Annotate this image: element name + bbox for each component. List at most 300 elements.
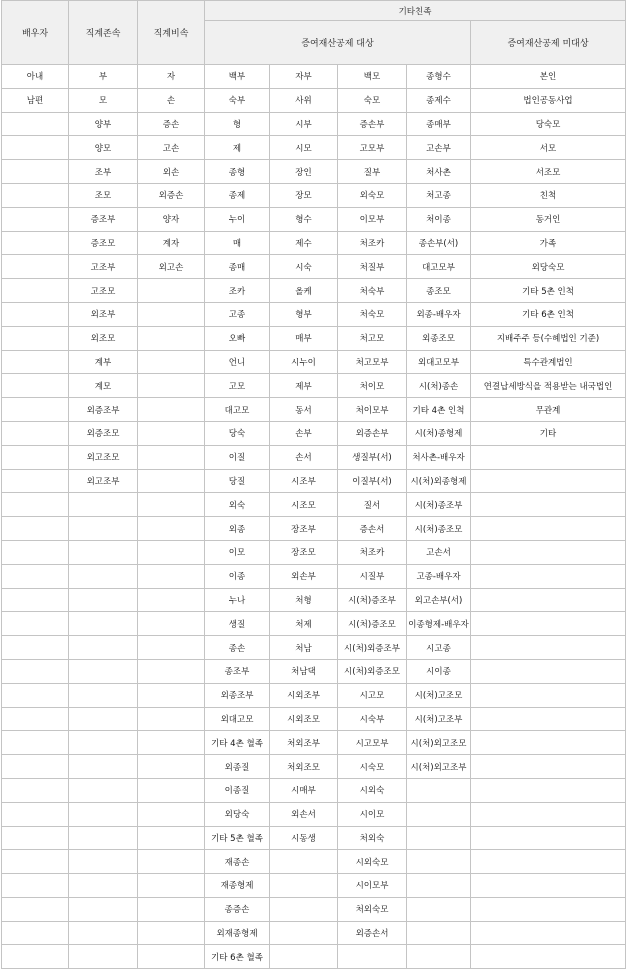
- cell-other-1: 종손: [205, 636, 270, 660]
- cell-other-4: [407, 945, 471, 969]
- cell-lineal-descendant: [138, 683, 205, 707]
- cell-other-4: 처사촌: [407, 160, 471, 184]
- cell-non-deduction: [471, 517, 626, 541]
- cell-non-deduction: 친척: [471, 183, 626, 207]
- cell-lineal-ascendant: [69, 540, 138, 564]
- cell-lineal-ascendant: [69, 612, 138, 636]
- cell-lineal-descendant: 손: [138, 88, 205, 112]
- cell-other-2: 장모: [270, 183, 338, 207]
- cell-lineal-descendant: [138, 517, 205, 541]
- cell-other-1: 형: [205, 112, 270, 136]
- cell-non-deduction: [471, 659, 626, 683]
- table-row: [2, 350, 626, 374]
- cell-non-deduction: 기타 6촌 인척: [471, 302, 626, 326]
- cell-lineal-ascendant: 조부: [69, 160, 138, 184]
- cell-non-deduction: [471, 850, 626, 874]
- cell-lineal-ascendant: [69, 874, 138, 898]
- cell-non-deduction: 서조모: [471, 160, 626, 184]
- cell-other-4: 시(처)종조모: [407, 517, 471, 541]
- table-row: [2, 850, 626, 874]
- cell-spouse: [2, 921, 69, 945]
- cell-lineal-ascendant: [69, 945, 138, 969]
- cell-other-3: 질부: [338, 160, 407, 184]
- cell-lineal-ascendant: [69, 636, 138, 660]
- cell-spouse: [2, 588, 69, 612]
- cell-non-deduction: [471, 612, 626, 636]
- cell-lineal-descendant: [138, 921, 205, 945]
- cell-non-deduction: [471, 636, 626, 660]
- cell-other-2: 시숙: [270, 255, 338, 279]
- cell-lineal-descendant: [138, 612, 205, 636]
- cell-lineal-descendant: [138, 755, 205, 779]
- cell-lineal-descendant: [138, 279, 205, 303]
- cell-other-4: 시(처)외종형제: [407, 469, 471, 493]
- table-row: [2, 921, 626, 945]
- cell-other-2: 동서: [270, 398, 338, 422]
- cell-non-deduction: 특수관계법인: [471, 350, 626, 374]
- cell-non-deduction: [471, 874, 626, 898]
- cell-other-4: 시이종: [407, 659, 471, 683]
- table-row: [2, 564, 626, 588]
- cell-lineal-descendant: [138, 731, 205, 755]
- cell-other-3: 처고모: [338, 326, 407, 350]
- cell-other-3: 숙모: [338, 88, 407, 112]
- cell-other-4: [407, 826, 471, 850]
- cell-other-3: 증손부: [338, 112, 407, 136]
- cell-other-4: 이종형제-배우자: [407, 612, 471, 636]
- cell-non-deduction: 연결납세방식을 적용받는 내국법인: [471, 374, 626, 398]
- cell-non-deduction: [471, 445, 626, 469]
- cell-lineal-descendant: [138, 897, 205, 921]
- table-row: [2, 945, 626, 969]
- cell-non-deduction: 무관계: [471, 398, 626, 422]
- cell-other-1: 조카: [205, 279, 270, 303]
- header-non-deduction-target: 증여재산공제 미대상: [471, 21, 626, 65]
- cell-lineal-ascendant: 양모: [69, 136, 138, 160]
- cell-lineal-ascendant: 외증조모: [69, 421, 138, 445]
- cell-lineal-descendant: [138, 421, 205, 445]
- cell-other-2: 시외조부: [270, 683, 338, 707]
- cell-lineal-descendant: 자: [138, 65, 205, 89]
- cell-spouse: [2, 540, 69, 564]
- cell-spouse: [2, 564, 69, 588]
- cell-spouse: [2, 636, 69, 660]
- cell-lineal-ascendant: 양부: [69, 112, 138, 136]
- cell-other-4: [407, 850, 471, 874]
- table-row: [2, 659, 626, 683]
- cell-spouse: [2, 231, 69, 255]
- cell-other-4: 처고종: [407, 183, 471, 207]
- cell-other-4: [407, 897, 471, 921]
- cell-other-1: 고종: [205, 302, 270, 326]
- table-row: [2, 517, 626, 541]
- cell-other-2: 처외조모: [270, 755, 338, 779]
- cell-other-1: 종형: [205, 160, 270, 184]
- cell-other-4: 고손부: [407, 136, 471, 160]
- cell-other-3: 외숙모: [338, 183, 407, 207]
- cell-spouse: [2, 517, 69, 541]
- cell-other-1: 외당숙: [205, 802, 270, 826]
- table-row: [2, 421, 626, 445]
- cell-other-1: 외재종형제: [205, 921, 270, 945]
- cell-other-3: 이모부: [338, 207, 407, 231]
- cell-non-deduction: [471, 540, 626, 564]
- cell-lineal-descendant: [138, 826, 205, 850]
- cell-other-2: 장조모: [270, 540, 338, 564]
- cell-other-2: 시모: [270, 136, 338, 160]
- cell-lineal-ascendant: 부: [69, 65, 138, 89]
- cell-other-4: 처이종: [407, 207, 471, 231]
- cell-other-3: 질서: [338, 493, 407, 517]
- cell-other-1: 종증손: [205, 897, 270, 921]
- cell-other-2: 시부: [270, 112, 338, 136]
- cell-lineal-ascendant: [69, 659, 138, 683]
- header-deduction-target: 증여재산공제 대상: [205, 21, 471, 65]
- cell-lineal-descendant: 외손: [138, 160, 205, 184]
- cell-other-4: 처사촌-배우자: [407, 445, 471, 469]
- cell-spouse: [2, 302, 69, 326]
- cell-other-4: [407, 921, 471, 945]
- cell-other-2: 제수: [270, 231, 338, 255]
- cell-lineal-descendant: 외고손: [138, 255, 205, 279]
- cell-other-4: 외대고모부: [407, 350, 471, 374]
- cell-other-4: 시(처)종형제: [407, 421, 471, 445]
- cell-other-3: 처조카: [338, 231, 407, 255]
- cell-lineal-ascendant: 모: [69, 88, 138, 112]
- cell-other-2: 장인: [270, 160, 338, 184]
- cell-other-2: 외손서: [270, 802, 338, 826]
- cell-other-4: 시(처)종손: [407, 374, 471, 398]
- cell-lineal-ascendant: [69, 683, 138, 707]
- cell-other-4: 종매부: [407, 112, 471, 136]
- cell-lineal-ascendant: [69, 850, 138, 874]
- cell-other-2: [270, 921, 338, 945]
- cell-lineal-ascendant: [69, 802, 138, 826]
- table-row: [2, 65, 626, 89]
- cell-other-2: 사위: [270, 88, 338, 112]
- cell-non-deduction: [471, 469, 626, 493]
- cell-other-1: 종제: [205, 183, 270, 207]
- cell-other-2: 처남: [270, 636, 338, 660]
- cell-other-1: 당질: [205, 469, 270, 493]
- table-row: [2, 755, 626, 779]
- cell-lineal-descendant: [138, 707, 205, 731]
- cell-other-3: 처조카: [338, 540, 407, 564]
- cell-other-2: 처외조부: [270, 731, 338, 755]
- cell-other-1: 이종질: [205, 778, 270, 802]
- cell-non-deduction: 가족: [471, 231, 626, 255]
- cell-non-deduction: [471, 945, 626, 969]
- cell-other-2: 장조부: [270, 517, 338, 541]
- relatives-table: [1, 0, 626, 969]
- table-row: [2, 279, 626, 303]
- cell-spouse: [2, 445, 69, 469]
- cell-non-deduction: [471, 564, 626, 588]
- cell-lineal-ascendant: 외조모: [69, 326, 138, 350]
- cell-lineal-descendant: [138, 874, 205, 898]
- cell-other-1: 기타 6촌 혈족: [205, 945, 270, 969]
- cell-spouse: [2, 659, 69, 683]
- cell-spouse: [2, 493, 69, 517]
- table-row: [2, 588, 626, 612]
- cell-spouse: [2, 897, 69, 921]
- table-row: [2, 160, 626, 184]
- cell-other-3: 증손서: [338, 517, 407, 541]
- cell-lineal-descendant: [138, 659, 205, 683]
- cell-other-4: [407, 778, 471, 802]
- cell-other-1: 백부: [205, 65, 270, 89]
- cell-other-3: 시고모: [338, 683, 407, 707]
- cell-spouse: [2, 778, 69, 802]
- cell-lineal-ascendant: [69, 564, 138, 588]
- cell-spouse: [2, 755, 69, 779]
- cell-lineal-descendant: 계자: [138, 231, 205, 255]
- table-row: [2, 469, 626, 493]
- cell-spouse: [2, 207, 69, 231]
- cell-spouse: [2, 374, 69, 398]
- cell-other-3: 시(처)외증조모: [338, 659, 407, 683]
- cell-other-2: 손서: [270, 445, 338, 469]
- cell-spouse: [2, 850, 69, 874]
- table-body: [2, 65, 626, 969]
- cell-other-2: 올케: [270, 279, 338, 303]
- cell-non-deduction: 동거인: [471, 207, 626, 231]
- table-row: [2, 302, 626, 326]
- cell-other-1: 이모: [205, 540, 270, 564]
- cell-lineal-ascendant: [69, 517, 138, 541]
- cell-other-2: [270, 945, 338, 969]
- cell-spouse: [2, 326, 69, 350]
- cell-other-1: 대고모: [205, 398, 270, 422]
- table-row: [2, 707, 626, 731]
- cell-other-1: 외대고모: [205, 707, 270, 731]
- cell-other-4: 종조모: [407, 279, 471, 303]
- cell-spouse: [2, 469, 69, 493]
- cell-other-2: 시외조모: [270, 707, 338, 731]
- cell-lineal-descendant: [138, 445, 205, 469]
- cell-lineal-descendant: [138, 778, 205, 802]
- table-row: [2, 112, 626, 136]
- cell-non-deduction: [471, 683, 626, 707]
- cell-spouse: 남편: [2, 88, 69, 112]
- cell-lineal-ascendant: 외고조모: [69, 445, 138, 469]
- cell-other-4: 외고손부(서): [407, 588, 471, 612]
- table-row: [2, 326, 626, 350]
- cell-lineal-ascendant: [69, 921, 138, 945]
- cell-other-3: [338, 945, 407, 969]
- cell-other-3: 이질부(서): [338, 469, 407, 493]
- cell-other-1: 고모: [205, 374, 270, 398]
- cell-spouse: [2, 183, 69, 207]
- cell-other-4: 종형수: [407, 65, 471, 89]
- cell-other-3: 처고모부: [338, 350, 407, 374]
- cell-lineal-ascendant: [69, 731, 138, 755]
- cell-other-3: 시외숙: [338, 778, 407, 802]
- table-row: [2, 731, 626, 755]
- cell-lineal-descendant: [138, 636, 205, 660]
- cell-other-1: 언니: [205, 350, 270, 374]
- cell-other-3: 시외숙모: [338, 850, 407, 874]
- cell-lineal-ascendant: 외고조부: [69, 469, 138, 493]
- cell-other-3: 처외숙: [338, 826, 407, 850]
- cell-non-deduction: 당숙모: [471, 112, 626, 136]
- table-row: [2, 826, 626, 850]
- table-row: [2, 183, 626, 207]
- cell-lineal-ascendant: 외증조부: [69, 398, 138, 422]
- cell-lineal-ascendant: [69, 707, 138, 731]
- header-spouse: 배우자: [2, 1, 69, 65]
- cell-non-deduction: 본인: [471, 65, 626, 89]
- table-row: [2, 636, 626, 660]
- cell-lineal-ascendant: 계모: [69, 374, 138, 398]
- cell-other-4: 시(처)외고조부: [407, 755, 471, 779]
- cell-lineal-ascendant: [69, 778, 138, 802]
- table-row: [2, 897, 626, 921]
- cell-spouse: [2, 683, 69, 707]
- cell-non-deduction: [471, 707, 626, 731]
- cell-other-3: 시(처)증조모: [338, 612, 407, 636]
- cell-other-2: 형수: [270, 207, 338, 231]
- cell-other-2: 외손부: [270, 564, 338, 588]
- cell-other-4: 고손서: [407, 540, 471, 564]
- cell-other-3: 처외숙모: [338, 897, 407, 921]
- cell-other-4: 시(처)외고조모: [407, 731, 471, 755]
- cell-spouse: [2, 350, 69, 374]
- cell-lineal-ascendant: [69, 826, 138, 850]
- cell-other-4: 종손부(서): [407, 231, 471, 255]
- cell-other-1: 숙부: [205, 88, 270, 112]
- cell-non-deduction: 기타 5촌 인척: [471, 279, 626, 303]
- table-row: [2, 136, 626, 160]
- cell-other-1: 재종형제: [205, 874, 270, 898]
- cell-non-deduction: [471, 921, 626, 945]
- cell-other-1: 기타 5촌 혈족: [205, 826, 270, 850]
- cell-lineal-descendant: [138, 374, 205, 398]
- cell-spouse: [2, 945, 69, 969]
- cell-other-3: 처이모: [338, 374, 407, 398]
- table-row: [2, 612, 626, 636]
- cell-other-4: 기타 4촌 인척: [407, 398, 471, 422]
- cell-lineal-ascendant: [69, 755, 138, 779]
- cell-lineal-descendant: [138, 850, 205, 874]
- cell-other-3: 시(처)증조부: [338, 588, 407, 612]
- cell-other-4: [407, 874, 471, 898]
- cell-other-1: 당숙: [205, 421, 270, 445]
- cell-spouse: [2, 731, 69, 755]
- table-row: [2, 445, 626, 469]
- cell-other-3: 시(처)외증조부: [338, 636, 407, 660]
- cell-other-4: 종제수: [407, 88, 471, 112]
- cell-other-3: 시질부: [338, 564, 407, 588]
- cell-non-deduction: [471, 588, 626, 612]
- cell-lineal-ascendant: [69, 493, 138, 517]
- cell-non-deduction: 기타: [471, 421, 626, 445]
- cell-other-2: 시누이: [270, 350, 338, 374]
- table-row: [2, 802, 626, 826]
- cell-other-2: 시매부: [270, 778, 338, 802]
- cell-other-2: [270, 850, 338, 874]
- cell-other-3: 시고모부: [338, 731, 407, 755]
- cell-spouse: [2, 255, 69, 279]
- cell-lineal-descendant: [138, 398, 205, 422]
- cell-other-2: 손부: [270, 421, 338, 445]
- cell-lineal-ascendant: 증조모: [69, 231, 138, 255]
- cell-other-4: 시(처)종조부: [407, 493, 471, 517]
- cell-lineal-descendant: [138, 564, 205, 588]
- cell-spouse: [2, 398, 69, 422]
- cell-other-1: 재종손: [205, 850, 270, 874]
- cell-lineal-descendant: [138, 540, 205, 564]
- cell-non-deduction: 법인공동사업: [471, 88, 626, 112]
- cell-lineal-ascendant: 고조모: [69, 279, 138, 303]
- table-row: [2, 398, 626, 422]
- cell-lineal-descendant: [138, 302, 205, 326]
- table-row: [2, 493, 626, 517]
- cell-non-deduction: [471, 802, 626, 826]
- cell-spouse: [2, 826, 69, 850]
- cell-other-4: 고종-배우자: [407, 564, 471, 588]
- table-row: [2, 88, 626, 112]
- cell-lineal-ascendant: 증조부: [69, 207, 138, 231]
- cell-other-1: 생질: [205, 612, 270, 636]
- cell-other-4: 대고모부: [407, 255, 471, 279]
- cell-other-3: 시이모부: [338, 874, 407, 898]
- cell-other-3: 처이모부: [338, 398, 407, 422]
- cell-lineal-descendant: [138, 326, 205, 350]
- cell-lineal-descendant: [138, 802, 205, 826]
- header-lineal-descendant: 직계비속: [138, 1, 205, 65]
- cell-other-4: 시고종: [407, 636, 471, 660]
- cell-spouse: 아내: [2, 65, 69, 89]
- cell-other-2: [270, 897, 338, 921]
- table-row: [2, 540, 626, 564]
- cell-other-3: 시숙부: [338, 707, 407, 731]
- table-row: [2, 374, 626, 398]
- cell-other-1: 종조부: [205, 659, 270, 683]
- cell-other-1: 이종: [205, 564, 270, 588]
- cell-non-deduction: 지배주주 등(수혜법인 기준): [471, 326, 626, 350]
- cell-lineal-ascendant: 고조부: [69, 255, 138, 279]
- cell-other-2: 처제: [270, 612, 338, 636]
- cell-other-2: 시조부: [270, 469, 338, 493]
- cell-spouse: [2, 874, 69, 898]
- cell-spouse: [2, 707, 69, 731]
- cell-other-1: 누이: [205, 207, 270, 231]
- cell-lineal-descendant: [138, 588, 205, 612]
- table-row: [2, 874, 626, 898]
- cell-other-1: 기타 4촌 혈족: [205, 731, 270, 755]
- cell-other-2: 자부: [270, 65, 338, 89]
- cell-lineal-descendant: 양자: [138, 207, 205, 231]
- cell-other-2: 형부: [270, 302, 338, 326]
- cell-other-3: 처질부: [338, 255, 407, 279]
- cell-spouse: [2, 112, 69, 136]
- cell-other-2: 매부: [270, 326, 338, 350]
- cell-other-1: 제: [205, 136, 270, 160]
- cell-other-3: 처숙부: [338, 279, 407, 303]
- cell-non-deduction: [471, 897, 626, 921]
- cell-other-4: 시(처)고조모: [407, 683, 471, 707]
- cell-non-deduction: 외당숙모: [471, 255, 626, 279]
- cell-other-2: 처남댁: [270, 659, 338, 683]
- cell-lineal-ascendant: [69, 897, 138, 921]
- cell-other-2: 시조모: [270, 493, 338, 517]
- cell-other-1: 외종질: [205, 755, 270, 779]
- cell-spouse: [2, 421, 69, 445]
- table-row: [2, 231, 626, 255]
- cell-other-1: 종매: [205, 255, 270, 279]
- cell-lineal-descendant: 외증손: [138, 183, 205, 207]
